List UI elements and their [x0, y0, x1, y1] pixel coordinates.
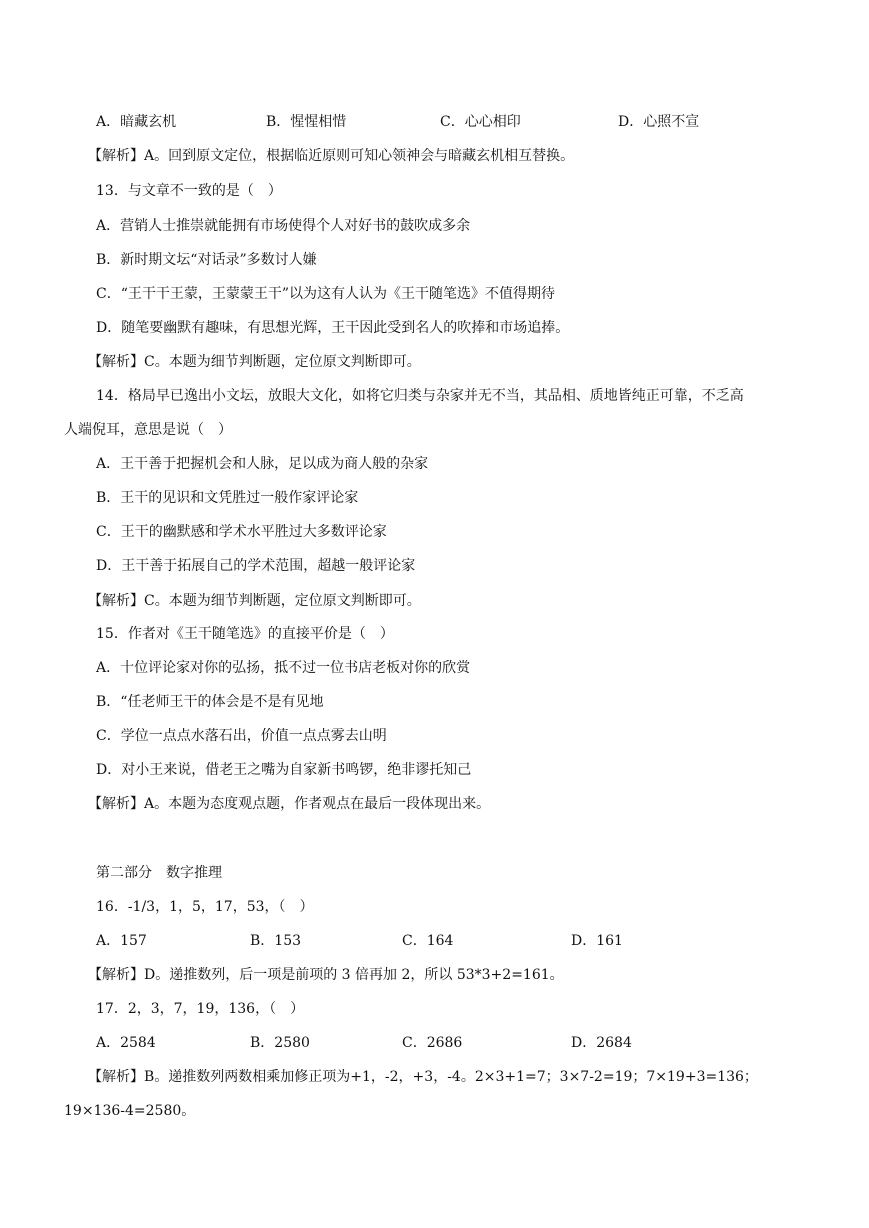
- q15-option-a: A．十位评论家对你的弘扬，抵不过一位书店老板对你的欣赏: [96, 660, 471, 676]
- q17-stem: 17．2，3，7，19，136，（ ）: [96, 1001, 305, 1017]
- q17-analysis-line1: 【解析】B。递推数列两数相乘加修正项为+1，-2，+3，-4。2×3+1=7；3×7-2=19；7×19+3=136；: [88, 1069, 758, 1085]
- q14-option-c: C．王干的幽默感和学术水平胜过大多数评论家: [96, 524, 387, 540]
- q17-option-a: A．2584: [96, 1035, 156, 1051]
- q14-option-d: D．王干善于拓展自己的学术范围，超越一般评论家: [96, 558, 416, 574]
- q16-stem: 16．-1/3，1，5，17，53，（ ）: [96, 899, 314, 915]
- q14-option-a: A．王干善于把握机会和人脉，足以成为商人般的杂家: [96, 456, 429, 472]
- q16-option-c: C．164: [402, 933, 454, 949]
- q12-analysis: 【解析】A。回到原文定位，根据临近原则可知心领神会与暗藏玄机相互替换。: [88, 148, 575, 164]
- q17-analysis-line2: 19×136-4=2580。: [64, 1103, 196, 1119]
- q14-stem-line1: 14．格局早已逸出小文坛，放眼大文化，如将它归类与杂家并无不当，其品相、质地皆纯正可靠，不乏高: [96, 388, 744, 404]
- q16-option-b: B．153: [250, 933, 302, 949]
- q15-option-d: D．对小王来说，借老王之嘴为自家新书鸣锣，绝非谬托知己: [96, 762, 472, 778]
- section-title: 第二部分 数字推理: [96, 865, 222, 881]
- q14-option-b: B．王干的见识和文凭胜过一般作家评论家: [96, 490, 359, 506]
- q12-option-d: D．心照不宣: [618, 114, 700, 130]
- q15-analysis: 【解析】A。本题为态度观点题，作者观点在最后一段体现出来。: [88, 796, 491, 812]
- q13-analysis: 【解析】C。本题为细节判断题，定位原文判断即可。: [88, 354, 421, 370]
- q12-option-c: C．心心相印: [440, 114, 521, 130]
- q15-stem: 15．作者对《王干随笔选》的直接平价是（ ）: [96, 626, 394, 642]
- q12-option-a: A．暗藏玄机: [96, 114, 177, 130]
- q13-option-b: B．新时期文坛“对话录”多数讨人嫌: [96, 252, 317, 268]
- q16-option-d: D．161: [571, 933, 623, 949]
- q13-option-a: A．营销人士推崇就能拥有市场使得个人对好书的鼓吹成多余: [96, 218, 471, 234]
- q13-option-d: D．随笔要幽默有趣味，有思想光辉，王干因此受到名人的吹捧和市场追捧。: [96, 320, 570, 336]
- q13-stem: 13．与文章不一致的是（ ）: [96, 183, 282, 199]
- q16-analysis: 【解析】D。递推数列，后一项是前项的 3 倍再加 2，所以 53*3+2=161。: [88, 967, 564, 983]
- q16-option-a: A．157: [96, 933, 147, 949]
- q12-option-b: B．惺惺相惜: [266, 114, 347, 130]
- q14-analysis: 【解析】C。本题为细节判断题，定位原文判断即可。: [88, 593, 421, 609]
- q14-stem-line2: 人端倪耳，意思是说（ ）: [64, 422, 232, 438]
- q13-option-c: C．“王干干王蒙，王蒙蒙王干”以为这有人认为《王干随笔选》不值得期待: [96, 286, 556, 302]
- q17-option-d: D．2684: [571, 1035, 632, 1051]
- q15-option-b: B．“任老师王干的体会是不是有见地: [96, 694, 324, 710]
- q15-option-c: C．学位一点点水落石出，价值一点点雾去山明: [96, 728, 387, 744]
- q17-option-b: B．2580: [250, 1035, 310, 1051]
- q17-option-c: C．2686: [402, 1035, 463, 1051]
